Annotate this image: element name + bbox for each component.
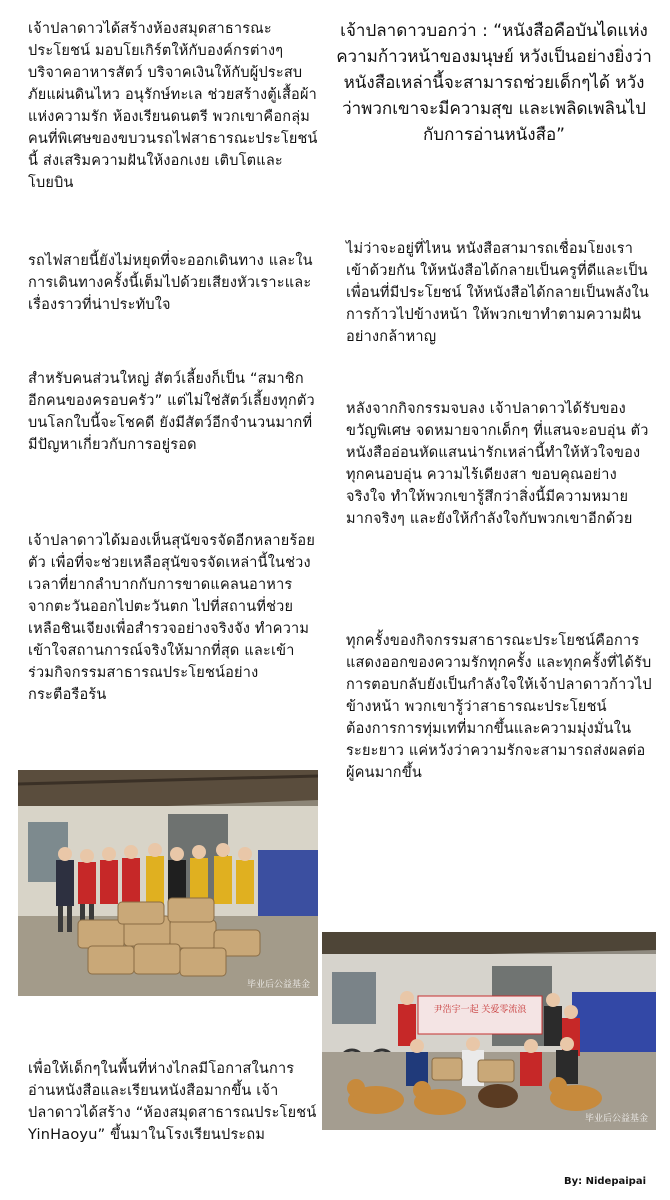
right-paragraph-3: ทุกครั้งของกิจกรรมสาธารณะประโยชน์คือการแสดงออกของความรักทุกครั้ง และทุกครั้งที่ได้รับการตอบกลับยังเป็นกำลังใจให้เจ้าปลาดาวก้าวไปข้างหน้า พวกเขารู้ว่าสาธารณะประโยชน์ต้องการการทุ่มเทที่มากขึ้นและความมุ่งมั่นในระยะยาว แค่หวังว่าความรักจะสามารถส่งผลต่อผู้คนมากขึ้น: [346, 633, 652, 781]
photo1-watermark: 毕业后公益基金: [246, 980, 310, 990]
dogs-scene-illustration: [322, 932, 656, 1130]
photo2-banner-text: 尹浩宇一起 关爱零流浪: [433, 1005, 527, 1015]
dogs-volunteers-photo: [322, 932, 656, 1130]
photo2-watermark: 毕业后公益基金: [584, 1114, 648, 1124]
right-paragraph-1: ไม่ว่าจะอยู่ที่ไหน หนังสือสามารถเชื่อมโยงเราเข้าด้วยกัน ให้หนังสือได้กลายเป็นครูที่ดีและเป็นเพื่อนที่มีประโยชน์ ให้หนังสือได้กลายเป็นพลังในการก้าวไปข้างหน้า ให้พวกเขาทำตามความฝันอย่างกล้าหาญ: [346, 241, 650, 345]
pet-food-donation-photo: [18, 770, 318, 996]
left-paragraph-4: เจ้าปลาดาวได้มองเห็นสุนัขจรจัดอีกหลายร้อยตัว เพื่อที่จะช่วยเหลือสุนัขจรจัดเหล่านี้ในช่วงเวลาที่ยากลำบากกับการขาดแคลนอาหาร จากตะวันออกไปตะวันตก ไปที่สถานที่ช่วยเหลือชินเจียงเพื่อสำรวจอย่างจริงจัง ทำความเข้าใจสถานการณ์จริงให้มากที่สุด และเข้าร่วมกิจกรรมสาธารณประโยชน์อย่างกระตือรือร้น: [28, 533, 316, 703]
right-paragraph-2: หลังจากกิจกรรมจบลง เจ้าปลาดาวได้รับของขวัญพิเศษ จดหมายจากเด็กๆ ที่แสนจะอบอุ่น ตัวหนังสืออ่อนหัดแสนน่ารักเหล่านี้ทำให้หัวใจของทุกคนอบอุ่น ความไร้เดียงสา ขอบคุณอย่างจริงใจ ทำให้พวกเขารู้สึกว่าสิ่งนี้มีความหมายมากจริงๆ และยังให้กำลังใจกับพวกเขาอีกด้วย: [346, 401, 649, 527]
left-paragraph-5: เพื่อให้เด็กๆในพื้นที่ห่างไกลมีโอกาสในการอ่านหนังสือและเรียนหนังสือมากขึ้น เจ้าปลาดาวได้สร้าง “ห้องสมุดสาธารณประโยชน์ YinHaoyu” ขึ้นมาในโรงเรียนประถม: [28, 1061, 317, 1143]
left-paragraph-2: รถไฟสายนี้ยังไม่หยุดที่จะออกเดินทาง และในการเดินทางครั้งนี้เต็มไปด้วยเสียงหัวเราะและเรื่องราวที่น่าประทับใจ: [28, 253, 313, 313]
left-paragraph-1: เจ้าปลาดาวได้สร้างห้องสมุดสาธารณะประโยชน์ มอบโยเกิร์ตให้กับองค์กรต่างๆ บริจาคอาหารสัตว์ บริจาคเงินให้กับผู้ประสบภัยแผ่นดินไหว อนุรักษ์ทะเล ช่วยสร้างตู้เสื้อผ้าแห่งความรัก ห้องเรียนดนตรี พวกเขาคือกลุ่มคนที่พิเศษของขบวนรถไฟสาธารณะประโยชน์นี้ ส่งเสริมความฝันให้งอกเงย เติบโตและโบยบิน: [28, 21, 318, 191]
author-credit: By: Nidepaipai: [563, 1176, 646, 1187]
donation-scene-illustration: [18, 770, 318, 996]
left-paragraph-3: สำหรับคนส่วนใหญ่ สัตว์เลี้ยงก็เป็น “สมาชิกอีกคนของครอบครัว” แต่ไม่ใช่สัตว์เลี้ยงทุกตัวบนโลกใบนี้จะโชคดี ยังมีสัตว์อีกจำนวนมากที่มีปัญหาเกี่ยวกับการอยู่รอด: [28, 371, 315, 453]
book-quote: เจ้าปลาดาวบอกว่า : “หนังสือคือบันไดแห่งความก้าวหน้าของมนุษย์ หวังเป็นอย่างยิ่งว่าหนังสือเหล่านี้จะสามารถช่วยเด็กๆได้ หวังว่าพวกเขาจะมีความสุข และเพลิดเพลินไปกับการอ่านหนังสือ”: [336, 21, 652, 145]
